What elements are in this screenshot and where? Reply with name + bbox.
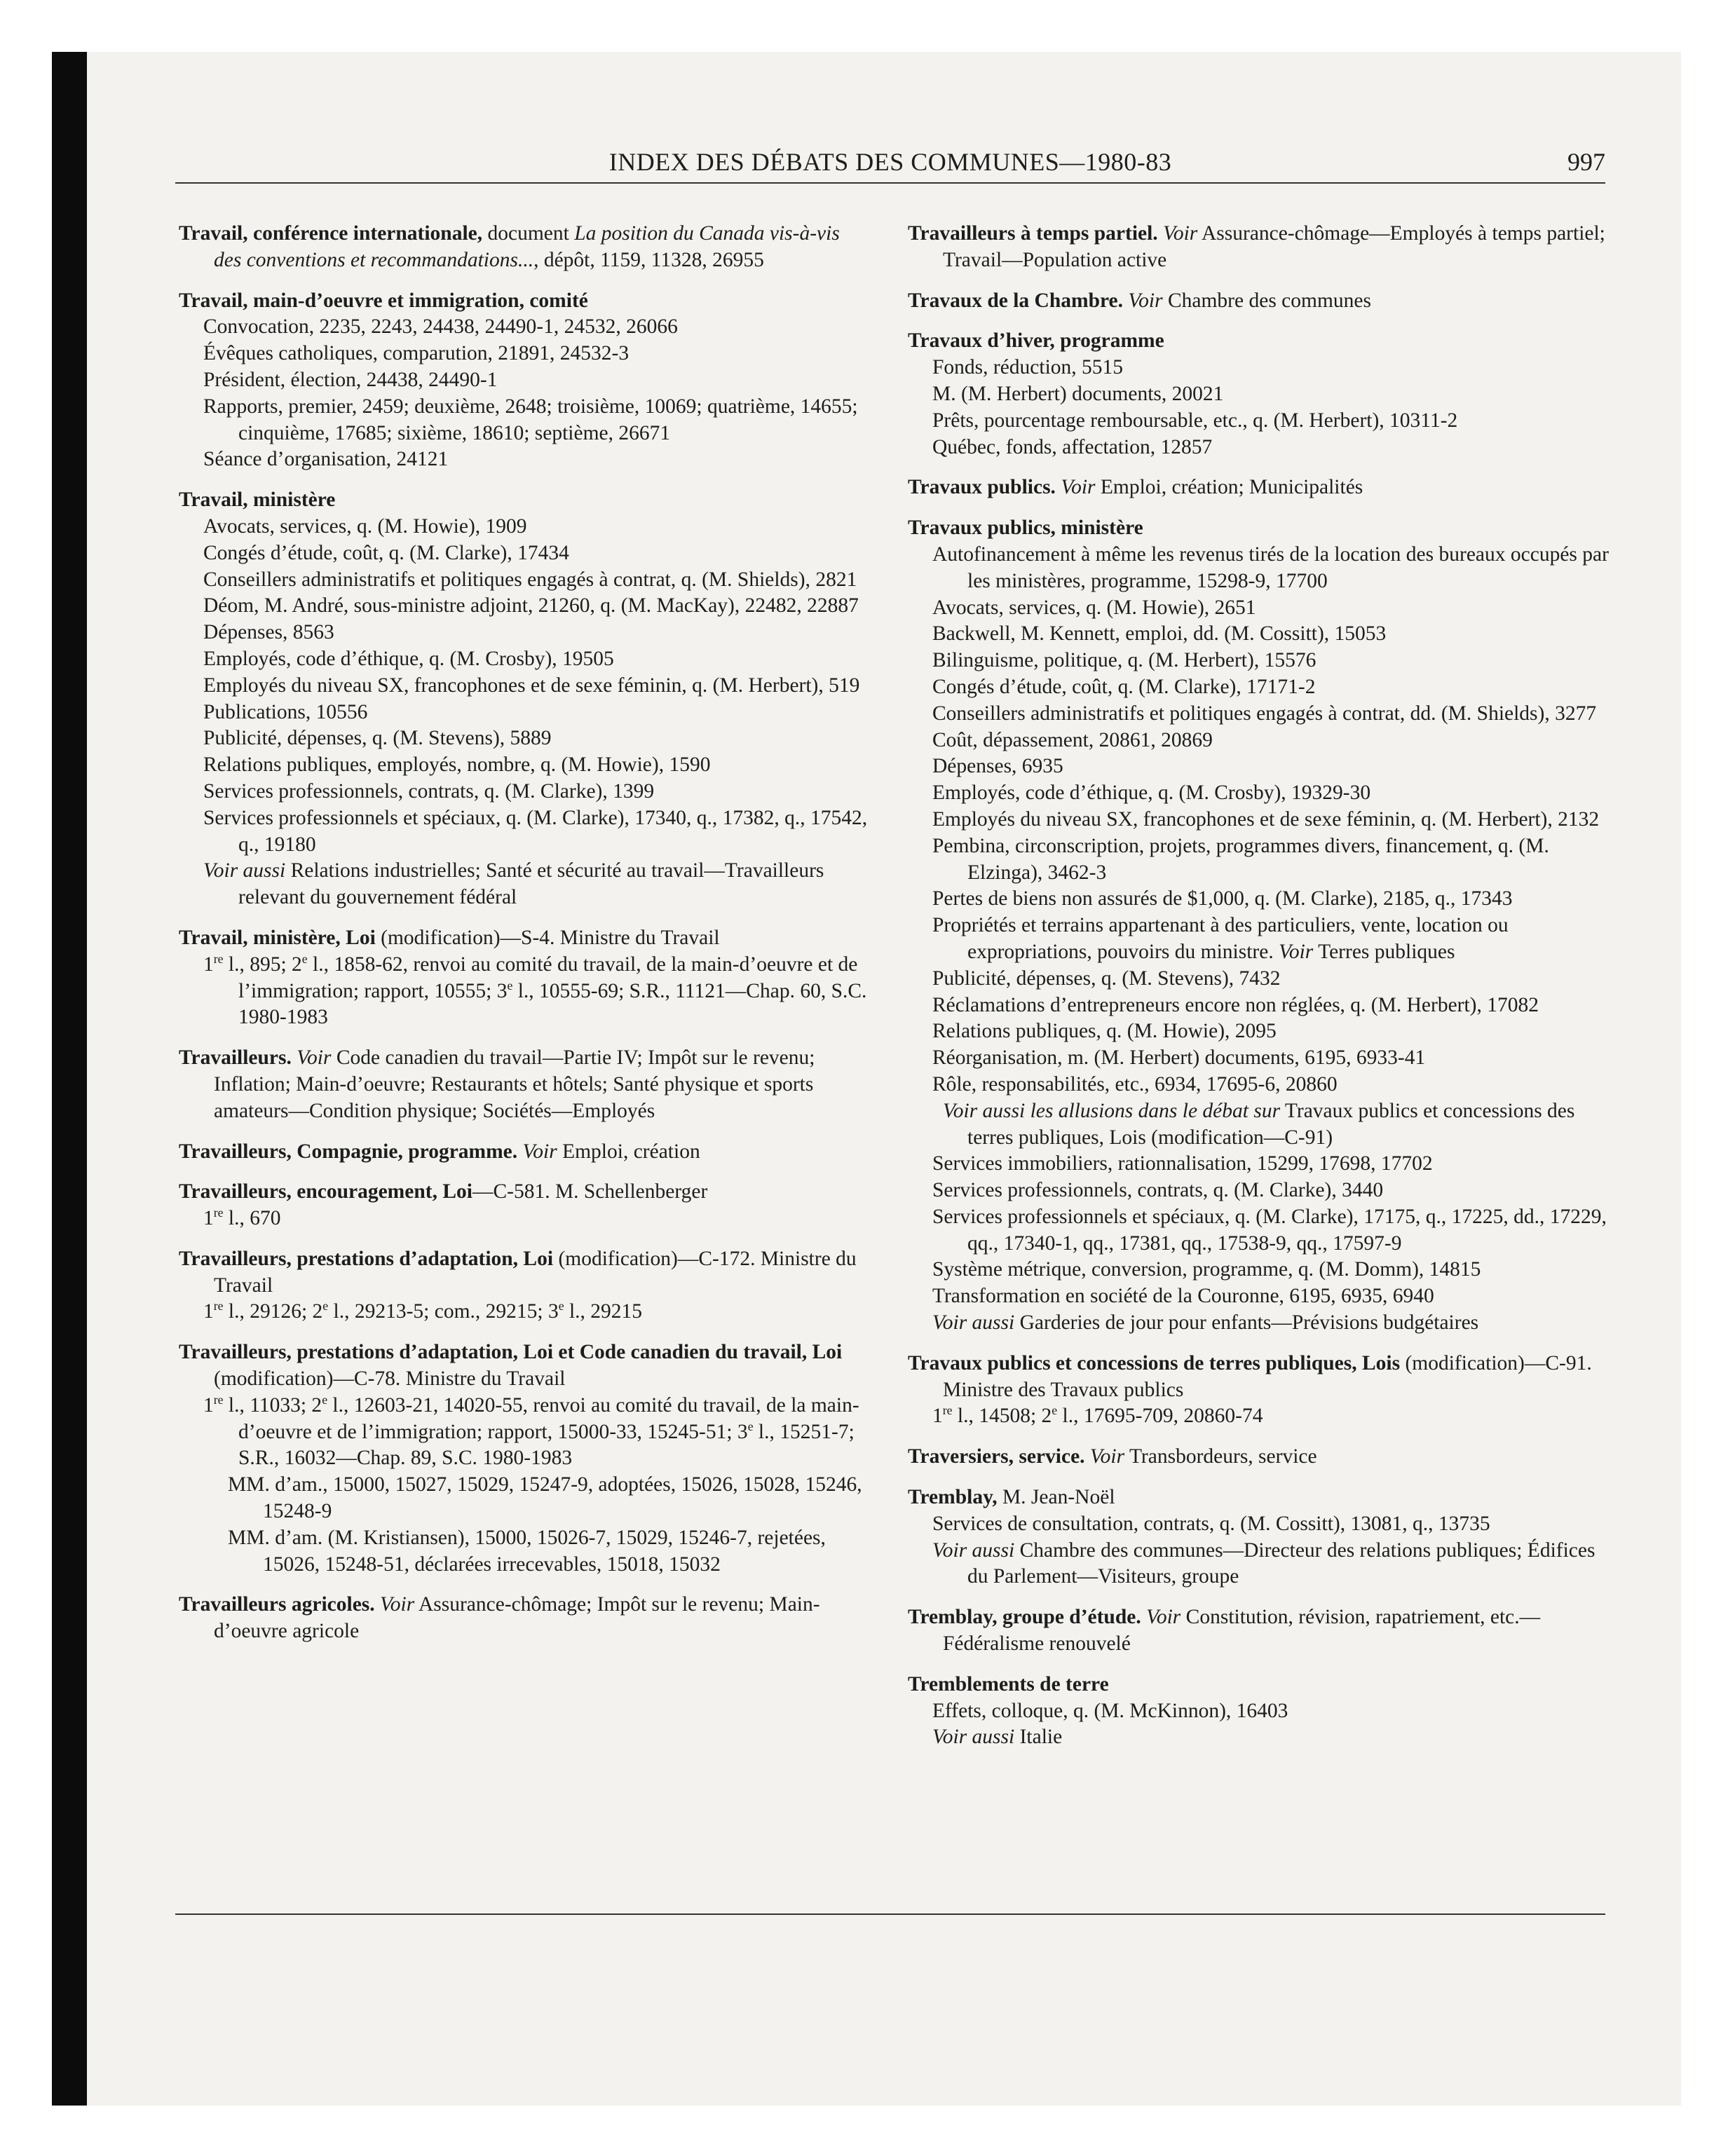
reading-line — [179, 1299, 869, 1325]
entry-text: M. Jean-Noël — [997, 1486, 1115, 1509]
sub-entry: Réclamations d’entrepreneurs encore non réglées, q. (M. Herbert), 17082 — [932, 993, 1539, 1016]
entry-heading-line — [179, 1139, 869, 1166]
reading-text: l., 29126; 2 — [223, 1300, 323, 1323]
index-entry — [908, 1672, 1609, 1751]
index-entry — [908, 288, 1609, 315]
voir-label: Voir — [1089, 1445, 1125, 1468]
sub-entry: Pembina, circonscription, projets, programmes divers, financement, q. (M. Elzinga), 3462-3 — [932, 834, 1549, 884]
entry-text: , dépôt, 1159, 11328, 26955 — [533, 248, 764, 271]
reading-text: l., 1858-62, renvoi au comité du travail, de la main-d’oeuvre et de l’immigration; rapport, 10555; 3 — [238, 953, 858, 1002]
sub-entry: Système métrique, conversion, programme, q. (M. Domm), 14815 — [932, 1258, 1481, 1281]
see-also-line — [908, 1724, 1609, 1751]
ordinal-suffix: e — [507, 978, 513, 992]
document-title: La position du Canada vis-à-vis des conventions et recommandations... — [214, 222, 840, 271]
sub-entry: Employés du niveau SX, francophones et de sexe féminin, q. (M. Herbert), 2132 — [932, 807, 1600, 831]
running-title: INDEX DES DÉBATS DES COMMUNES—1980-83 — [608, 148, 1172, 176]
entry-heading: Travail, main-d’oeuvre et immigration, comité — [179, 289, 588, 312]
see-also-line — [179, 858, 869, 911]
index-entry — [908, 1485, 1609, 1590]
see-also-debate-line — [908, 1098, 1609, 1152]
sub-entry: Dépenses, 8563 — [203, 621, 334, 644]
voir-label: Voir — [1279, 940, 1314, 963]
sub-entry: Conseillers administratifs et politiques engagés à contrat, dd. (M. Shields), 3277 — [932, 702, 1597, 725]
sub-entry — [908, 913, 1609, 966]
entry-text: Constitution, révision, rapatriement, etc.—Fédéralisme renouvelé — [943, 1606, 1541, 1656]
voir-label: Voir — [1146, 1606, 1181, 1629]
ordinal-suffix: e — [301, 951, 308, 966]
reading-text: 1 — [932, 1405, 943, 1428]
left-column — [179, 221, 869, 1659]
sub-entry: Backwell, M. Kennett, emploi, dd. (M. Cossitt), 15053 — [932, 622, 1387, 646]
ordinal-suffix: e — [558, 1299, 564, 1314]
index-entry — [908, 1604, 1609, 1658]
sub-entry: Employés du niveau SX, francophones et de sexe féminin, q. (M. Herbert), 519 — [203, 674, 860, 697]
page-number: 997 — [1567, 148, 1605, 176]
reading-text: l., 12603-21, 14020-55, renvoi au comité du travail, de la main-d’oeuvre et de l’immigration; rapport, 15000-33, 15245-51; 3 — [238, 1393, 859, 1443]
see-also-text: Garderies de jour pour enfants—Prévisions budgétaires — [1014, 1311, 1479, 1335]
entry-heading: Travail, ministère — [179, 489, 336, 512]
entry-text: (modification)—C-78. Ministre du Travail — [214, 1367, 566, 1391]
entry-heading: Travailleurs agricoles. — [179, 1593, 375, 1616]
see-also-label: Voir aussi les allusions dans le débat sur — [943, 1099, 1281, 1122]
entry-heading-line — [908, 1485, 1609, 1511]
ordinal-suffix: e — [322, 1393, 328, 1407]
see-also-label: Voir aussi — [932, 1726, 1015, 1749]
entry-heading: Travail, ministère, Loi — [179, 926, 376, 949]
ordinal-suffix: e — [747, 1419, 754, 1433]
entry-heading-line — [179, 1592, 869, 1645]
index-entry — [179, 1339, 869, 1578]
entry-heading: Travailleurs, Compagnie, programme. — [179, 1140, 518, 1163]
reading-text: 1 — [203, 1393, 214, 1417]
scan-edge-bar — [52, 52, 87, 2106]
sub-entry: Avocats, services, q. (M. Howie), 1909 — [203, 514, 527, 538]
ordinal-suffix: e — [322, 1299, 329, 1314]
ordinal-suffix: re — [942, 1403, 953, 1418]
sub-entry: Convocation, 2235, 2243, 24438, 24490-1, 24532, 26066 — [203, 315, 678, 339]
reading-line — [179, 1206, 869, 1232]
entry-heading-line — [908, 1444, 1609, 1471]
sub-entry: Réorganisation, m. (M. Herbert) documents, 6195, 6933-41 — [932, 1046, 1426, 1070]
voir-label: Voir — [297, 1046, 332, 1070]
index-entry — [179, 487, 869, 911]
entry-heading: Travailleurs, prestations d’adaptation, Loi — [179, 1247, 554, 1270]
reading-text: l., 29215 — [564, 1300, 643, 1323]
index-entry — [908, 515, 1609, 1337]
sub-entry: Rapports, premier, 2459; deuxième, 2648; troisième, 10069; quatrième, 14655; cinquième, 17685; sixième, 18610; septième, 26671 — [203, 395, 858, 444]
sub-entry: Employés, code d’éthique, q. (M. Crosby), 19329-30 — [932, 782, 1371, 805]
voir-label: Voir — [1128, 289, 1163, 312]
reading-text: l., 15251-7; S.R., 16032—Chap. 89, S.C. 1980-1983 — [238, 1420, 855, 1470]
see-also-line — [908, 1538, 1609, 1591]
sub-entry: M. (M. Herbert) documents, 20021 — [932, 382, 1224, 405]
sub-entry: Relations publiques, employés, nombre, q. (M. Howie), 1590 — [203, 753, 711, 777]
entry-text: document — [482, 222, 575, 245]
sub-entry: Services professionnels et spéciaux, q. (M. Clarke), 17340, q., 17382, q., 17542, q., 19180 — [203, 806, 868, 856]
entry-text: (modification)—C-172. Ministre du Travail — [214, 1247, 857, 1297]
entry-heading-line — [179, 1045, 869, 1124]
sub-entry: Transformation en société de la Couronne, 6195, 6935, 6940 — [932, 1285, 1434, 1308]
sub-entry: Rôle, responsabilités, etc., 6934, 17695-6, 20860 — [932, 1072, 1338, 1096]
entry-heading-line — [908, 475, 1609, 501]
reading-line — [179, 952, 869, 1031]
reading-text: 1 — [203, 1300, 214, 1323]
sub-entry: Autofinancement à même les revenus tirés de la location des bureaux occupés par les ministères, programme, 15298-9, 17700 — [932, 543, 1609, 592]
entry-heading: Travaux de la Chambre. — [908, 289, 1124, 312]
see-also-text: Chambre des communes—Directeur des relations publiques; Édifices du Parlement—Visiteurs, groupe — [967, 1538, 1595, 1588]
sub-entry: Effets, colloque, q. (M. McKinnon), 16403 — [932, 1699, 1288, 1722]
sub-entry: Services professionnels et spéciaux, q. (M. Clarke), 17175, q., 17225, dd., 17229, qq., 17340-1, qq., 17381, qq., 17538-9, qq., 17597-9 — [932, 1205, 1607, 1255]
entry-text: Assurance-chômage—Employés à temps partiel; Travail—Population active — [943, 222, 1605, 271]
sub-entry: Publicité, dépenses, q. (M. Stevens), 7432 — [932, 967, 1281, 990]
sub-entry: Prêts, pourcentage remboursable, etc., q. (M. Herbert), 10311-2 — [932, 409, 1458, 432]
entry-text: Assurance-chômage; Impôt sur le revenu; Main-d’oeuvre agricole — [214, 1593, 820, 1643]
sub-entry: Évêques catholiques, comparution, 21891, 24532-3 — [203, 342, 630, 365]
entry-heading-line — [908, 221, 1609, 274]
entry-heading-line — [908, 1604, 1609, 1658]
see-also-text: Relations industrielles; Santé et sécurité au travail—Travailleurs relevant du gouvernement fédéral — [238, 859, 824, 909]
sub-entry: Déom, M. André, sous-ministre adjoint, 21260, q. (M. MacKay), 22482, 22887 — [203, 594, 859, 618]
entry-text: (modification)—S-4. Ministre du Travail — [375, 926, 720, 949]
index-entry — [179, 1139, 869, 1166]
see-also-text: Italie — [1014, 1726, 1063, 1749]
entry-heading-line — [179, 1179, 869, 1206]
sub-entry: Séance d’organisation, 24121 — [203, 448, 449, 471]
ordinal-suffix: re — [213, 1393, 224, 1407]
entry-heading-line — [179, 1246, 869, 1299]
index-entry — [179, 1246, 869, 1325]
index-entry — [908, 328, 1609, 460]
entry-heading: Travaux publics, ministère — [908, 517, 1143, 540]
sub-entry: Employés, code d’éthique, q. (M. Crosby), 19505 — [203, 647, 614, 670]
sub-entry: Services professionnels, contrats, q. (M. Clarke), 1399 — [203, 779, 655, 803]
index-entry — [179, 925, 869, 1031]
sub-entry: Conseillers administratifs et politiques engagés à contrat, q. (M. Shields), 2821 — [203, 568, 857, 591]
voir-label: Voir — [522, 1140, 557, 1163]
entry-heading: Travailleurs, encouragement, Loi — [179, 1180, 472, 1203]
entry-text: (modification)—C-91. Ministre des Travaux publics — [943, 1351, 1592, 1401]
sub-entry: Bilinguisme, politique, q. (M. Herbert), 15576 — [932, 649, 1316, 672]
reading-text: l., 670 — [223, 1207, 281, 1230]
index-entry — [908, 475, 1609, 501]
voir-label: Voir — [1163, 222, 1198, 245]
sub-entry: Services professionnels, contrats, q. (M. Clarke), 3440 — [932, 1179, 1384, 1202]
reading-text: 1 — [203, 1207, 214, 1230]
entry-heading-line — [908, 1351, 1609, 1404]
amendment-line: MM. d’am., 15000, 15027, 15029, 15247-9, adoptées, 15026, 15028, 15246, 15248-9 — [228, 1473, 862, 1523]
index-entry — [908, 1351, 1609, 1430]
ordinal-suffix: e — [1052, 1403, 1058, 1418]
sub-entry-text: Terres publiques — [1313, 940, 1455, 963]
see-also-label: Voir aussi — [203, 859, 286, 882]
sub-entry: Dépenses, 6935 — [932, 755, 1063, 778]
entry-text: Code canadien du travail—Partie IV; Impôt sur le revenu; Inflation; Main-d’oeuvre; Restaurants et hôtels; Santé physique et sports amateurs—Condition physique; Sociétés—Employés — [214, 1046, 815, 1122]
entry-heading: Travailleurs, prestations d’adaptation, Loi et Code canadien du travail, Loi — [179, 1341, 843, 1364]
ordinal-suffix: re — [213, 1299, 224, 1314]
see-also-label: Voir aussi — [932, 1538, 1015, 1562]
sub-entry: Avocats, services, q. (M. Howie), 2651 — [932, 596, 1256, 619]
entry-heading-line — [179, 1339, 869, 1393]
voir-label: Voir — [380, 1593, 415, 1616]
entry-text: Chambre des communes — [1162, 289, 1371, 312]
entry-heading: Travaux publics et concessions de terres publiques, Lois — [908, 1351, 1401, 1374]
entry-heading: Tremblay, groupe d’étude. — [908, 1606, 1141, 1629]
sub-entry: Président, élection, 24438, 24490-1 — [203, 368, 498, 391]
entry-heading: Travaux publics. — [908, 476, 1056, 499]
index-entry — [179, 1045, 869, 1124]
reading-text: l., 17695-709, 20860-74 — [1057, 1405, 1263, 1428]
index-entry — [179, 1179, 869, 1232]
see-also-label: Voir aussi — [932, 1311, 1015, 1335]
page-header — [175, 147, 1605, 182]
entry-heading: Tremblements de terre — [908, 1672, 1109, 1696]
sub-entry: Coût, dépassement, 20861, 20869 — [932, 728, 1213, 751]
amendment-line: MM. d’am. (M. Kristiansen), 15000, 15026-7, 15029, 15246-7, rejetées, 15026, 15248-51, déclarées irrecevables, 15018, 15032 — [228, 1526, 826, 1576]
sub-entry: Relations publiques, q. (M. Howie), 2095 — [932, 1020, 1277, 1043]
ordinal-suffix: re — [213, 951, 224, 966]
index-entry — [179, 221, 869, 274]
index-entry — [179, 1592, 869, 1645]
header-rule — [175, 182, 1605, 184]
sub-entry: Fonds, réduction, 5515 — [932, 356, 1124, 379]
footer-rule — [175, 1913, 1605, 1915]
ordinal-suffix: re — [213, 1206, 224, 1220]
sub-entry: Publications, 10556 — [203, 700, 368, 723]
entry-heading: Travaux d’hiver, programme — [908, 329, 1164, 353]
reading-text: l., 29213-5; com., 29215; 3 — [328, 1300, 559, 1323]
sub-entry: Québec, fonds, affectation, 12857 — [932, 435, 1213, 458]
voir-label: Voir — [1061, 476, 1096, 499]
entry-heading: Tremblay, — [908, 1486, 998, 1509]
entry-text: Emploi, création — [557, 1140, 700, 1163]
right-column — [908, 221, 1609, 1765]
entry-heading: Travailleurs à temps partiel. — [908, 222, 1158, 245]
index-entry — [908, 1444, 1609, 1471]
sub-entry: Services de consultation, contrats, q. (M. Cossitt), 13081, q., 13735 — [932, 1512, 1490, 1535]
see-also-line — [908, 1310, 1609, 1337]
sub-entry: Services immobiliers, rationnalisation, 15299, 17698, 17702 — [932, 1152, 1433, 1175]
entry-heading-line — [179, 221, 869, 274]
entry-text: —C-581. M. Schellenberger — [472, 1180, 708, 1203]
sub-entry: Publicité, dépenses, q. (M. Stevens), 5889 — [203, 727, 552, 750]
entry-text: Emploi, création; Municipalités — [1095, 476, 1363, 499]
entry-heading: Travailleurs. — [179, 1046, 292, 1070]
entry-heading-line — [179, 925, 869, 952]
reading-line — [179, 1393, 869, 1472]
reading-line — [908, 1403, 1609, 1430]
sub-entry: Pertes de biens non assurés de $1,000, q. (M. Clarke), 2185, q., 17343 — [932, 887, 1513, 910]
entry-text: Transbordeurs, service — [1124, 1445, 1317, 1468]
reading-text: 1 — [203, 953, 214, 976]
sub-entry: Congés d’étude, coût, q. (M. Clarke), 17434 — [203, 541, 569, 564]
entry-heading: Traversiers, service. — [908, 1445, 1085, 1468]
reading-text: l., 14508; 2 — [952, 1405, 1052, 1428]
see-also-text: Travaux publics et concessions des terres publiques, Lois (modification—C-91) — [967, 1099, 1575, 1149]
index-entry — [179, 288, 869, 474]
sub-entry-text: Propriétés et terrains appartenant à des particuliers, vente, location ou expropriations, pouvoirs du ministre. — [932, 914, 1509, 963]
reading-text: l., 11033; 2 — [223, 1393, 322, 1417]
index-entry — [908, 221, 1609, 274]
reading-text: l., 895; 2 — [223, 953, 302, 976]
entry-heading-line — [908, 288, 1609, 315]
entry-heading: Travail, conférence internationale, — [179, 222, 483, 245]
sub-entry: Congés d’étude, coût, q. (M. Clarke), 17171-2 — [932, 675, 1316, 698]
reading-text: l., 10555-69; S.R., 11121—Chap. 60, S.C. 1980-1983 — [238, 979, 867, 1029]
